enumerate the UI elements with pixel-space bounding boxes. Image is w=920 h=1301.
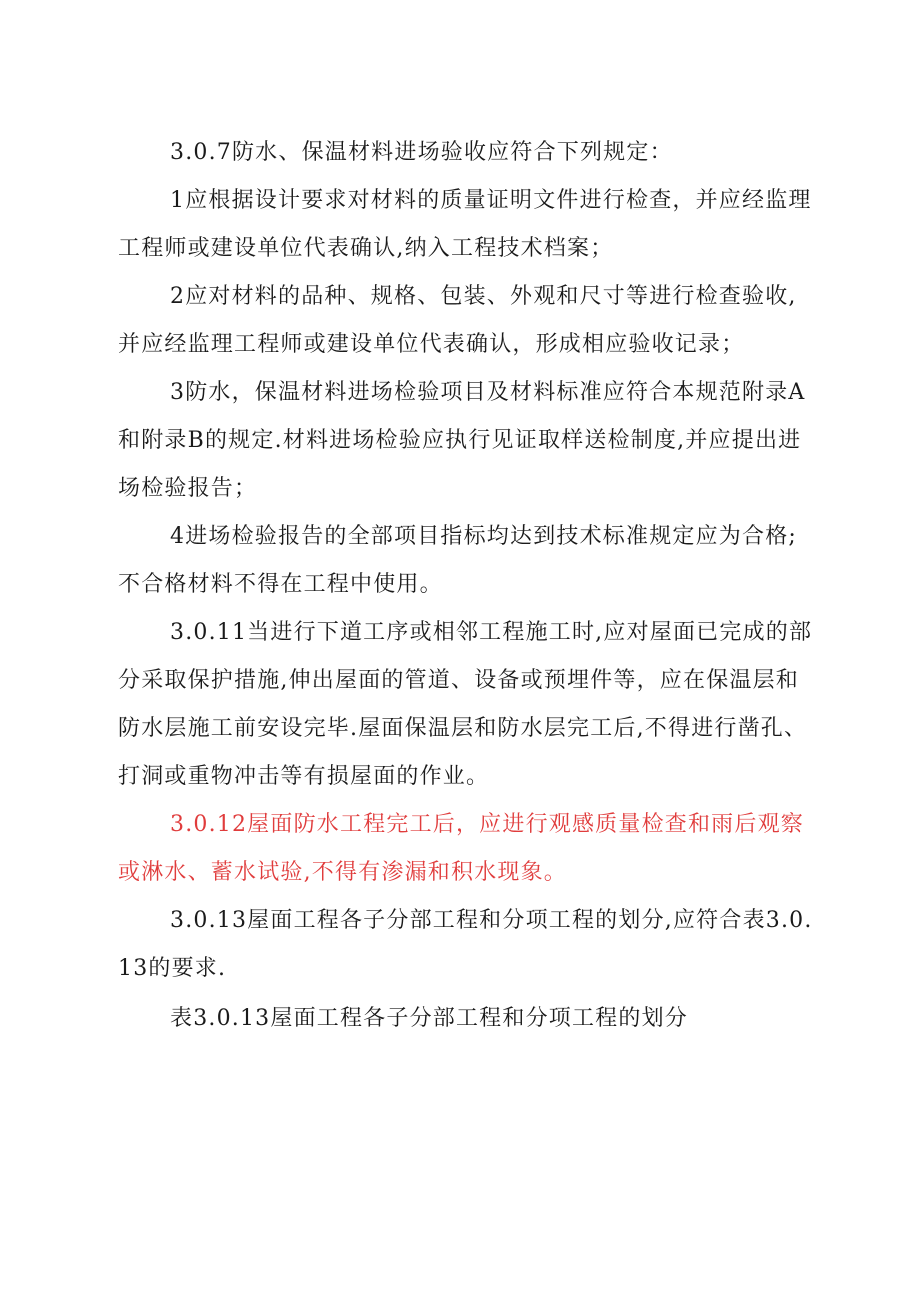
table-caption: 表3.0.13屋面工程各子分部工程和分项工程的划分 [170, 1006, 688, 1031]
clause-3-0-7-item-4: 4进场检验报告的全部项目指标均达到技术标准规定应为合格;不合格材料不得在工程中使用。 [118, 524, 798, 597]
clause-3-0-13: 3.0.13屋面工程各子分部工程和分项工程的划分,应符合表3.0.13的要求. [118, 908, 813, 981]
clause-3-0-7-item-1: 1应根据设计要求对材料的质量证明文件进行检查，并应经监理工程师或建设单位代表确认,纳入工程技术档案； [118, 188, 812, 261]
clause-3-0-7-heading: 3.0.7防水、保温材料进场验收应符合下列规定： [170, 140, 673, 165]
clause-3-0-12-highlighted: 3.0.12屋面防水工程完工后，应进行观感质量检查和雨后观察或淋水、蓄水试验,不得有渗漏和积水现象。 [118, 812, 804, 885]
clause-3-0-7-item-2: 2应对材料的品种、规格、包装、外观和尺寸等进行检查验收,并应经监理工程师或建设单位代表确认，形成相应验收记录； [118, 284, 797, 357]
clause-3-0-11: 3.0.11当进行下道工序或相邻工程施工时,应对屋面已完成的部分采取保护措施,伸出屋面的管道、设备或预埋件等，应在保温层和防水层施工前安设完毕.屋面保温层和防水层完工后,不得进行凿孔、打洞或重物冲击等有损屋面的作业。 [118, 620, 813, 789]
clause-3-0-7-item-3: 3防水，保温材料进场检验项目及材料标准应符合本规范附录A和附录B的规定.材料进场检验应执行见证取样送检制度,并应提出进场检验报告； [118, 380, 806, 501]
